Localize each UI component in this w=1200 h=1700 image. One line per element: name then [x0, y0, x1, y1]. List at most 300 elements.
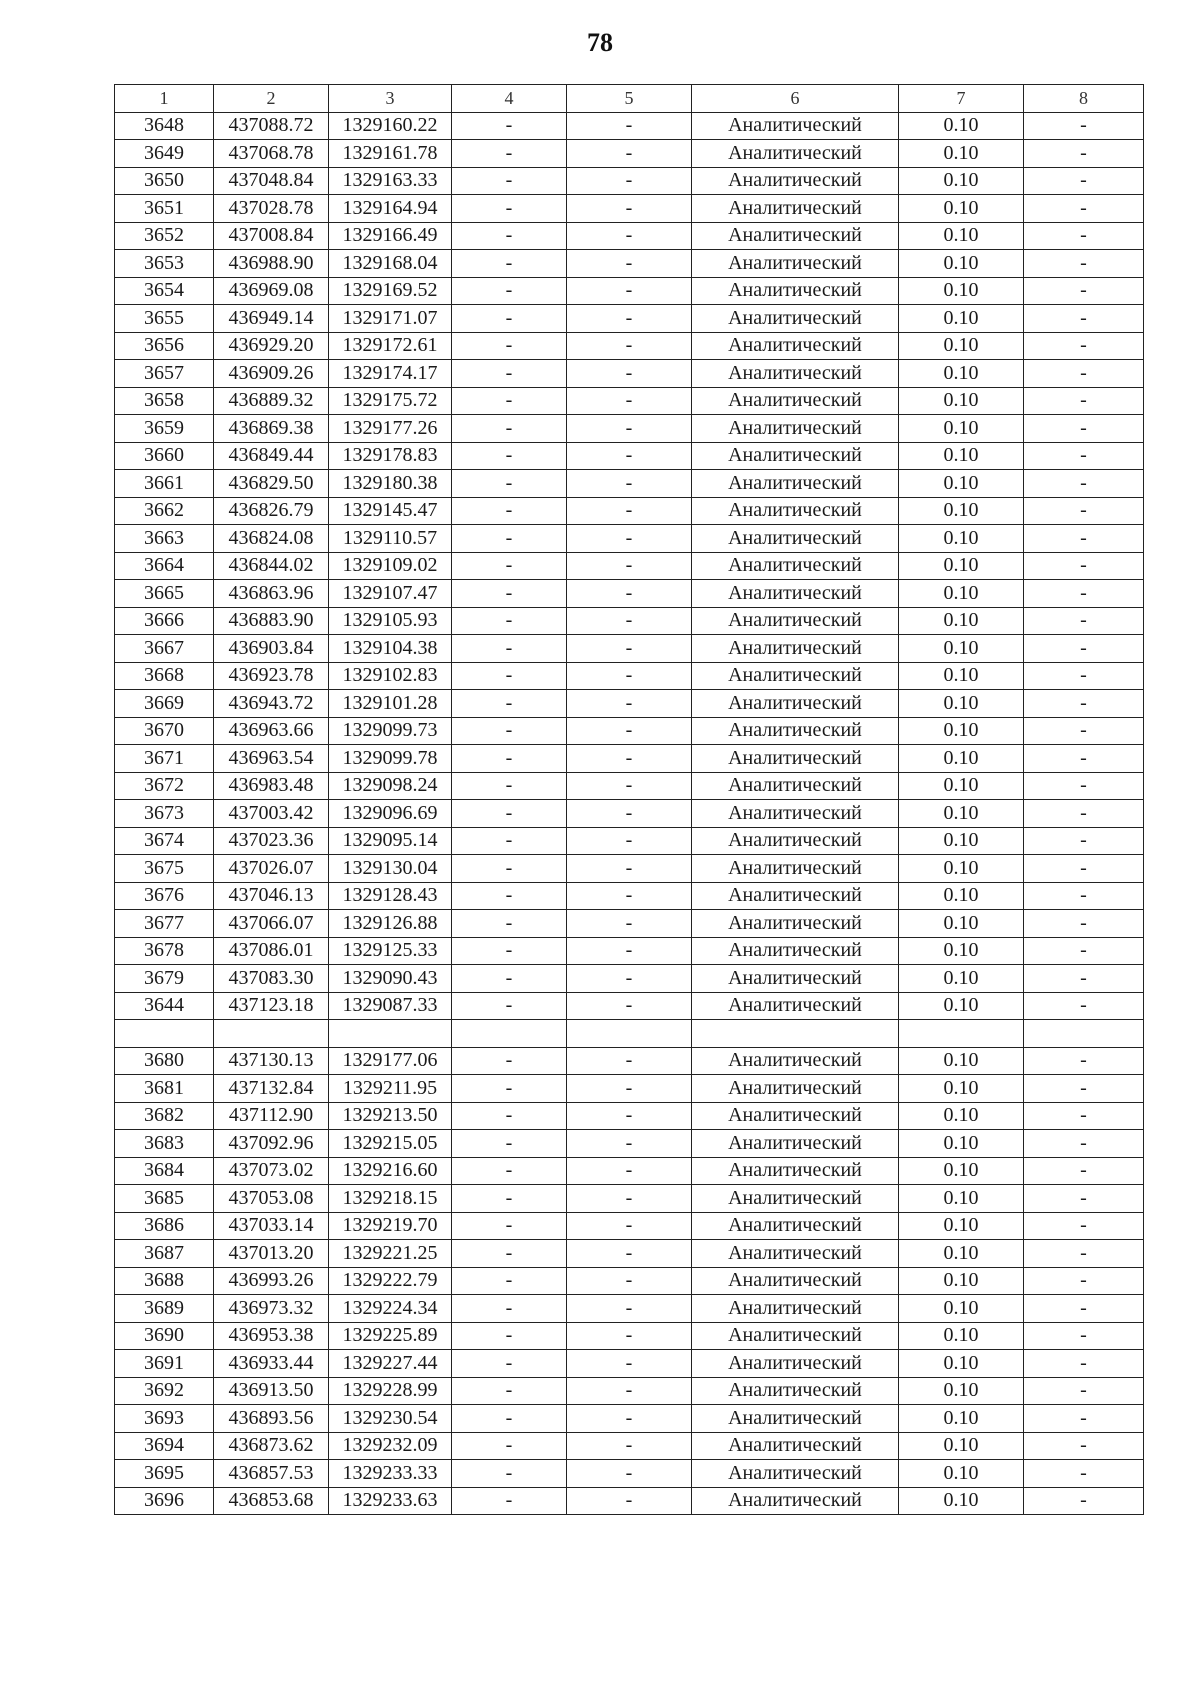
table-row	[115, 1487, 1144, 1515]
table-cell: 3653	[115, 250, 214, 278]
table-cell: -	[452, 1075, 567, 1103]
table-cell: 1329174.17	[329, 360, 452, 388]
table-row	[115, 1267, 1144, 1295]
table-cell: 1329177.06	[329, 1047, 452, 1075]
column-header: 3	[329, 85, 452, 113]
table-cell: 1329099.78	[329, 745, 452, 773]
table-cell: 3696	[115, 1487, 214, 1515]
table-cell: -	[567, 497, 692, 525]
table-cell: -	[567, 662, 692, 690]
table-row	[115, 1185, 1144, 1213]
table-cell: -	[452, 1240, 567, 1268]
table-cell: -	[452, 552, 567, 580]
table-cell: Аналитический	[692, 167, 899, 195]
table-cell: -	[567, 607, 692, 635]
table-row	[115, 167, 1144, 195]
table-cell: 3689	[115, 1295, 214, 1323]
table-cell: 3680	[115, 1047, 214, 1075]
table-cell: 1329098.24	[329, 772, 452, 800]
table-cell: -	[452, 827, 567, 855]
table-row	[115, 222, 1144, 250]
table-cell: 0.10	[899, 745, 1024, 773]
table-cell: -	[1024, 332, 1144, 360]
table-cell: -	[567, 552, 692, 580]
table-cell: -	[452, 1377, 567, 1405]
table-cell: -	[567, 882, 692, 910]
table-cell: Аналитический	[692, 635, 899, 663]
table-cell: Аналитический	[692, 882, 899, 910]
table-cell: -	[1024, 140, 1144, 168]
table-row	[115, 827, 1144, 855]
table-cell: -	[567, 1130, 692, 1158]
table-cell: -	[567, 167, 692, 195]
table-cell: 1329104.38	[329, 635, 452, 663]
table-cell: 1329211.95	[329, 1075, 452, 1103]
column-header: 2	[214, 85, 329, 113]
table-cell: -	[567, 195, 692, 223]
table-cell: -	[567, 525, 692, 553]
table-cell: Аналитический	[692, 222, 899, 250]
table-cell: -	[1024, 1267, 1144, 1295]
table-cell: 3669	[115, 690, 214, 718]
table-cell: -	[567, 855, 692, 883]
table-cell: Аналитический	[692, 662, 899, 690]
table-cell: -	[567, 332, 692, 360]
table-cell: Аналитический	[692, 112, 899, 140]
table-cell: 3684	[115, 1157, 214, 1185]
table-cell: -	[1024, 580, 1144, 608]
table-cell: 1329166.49	[329, 222, 452, 250]
table-cell: Аналитический	[692, 745, 899, 773]
column-header: 6	[692, 85, 899, 113]
table-cell: 1329224.34	[329, 1295, 452, 1323]
table-cell: 436824.08	[214, 525, 329, 553]
table-cell: 436929.20	[214, 332, 329, 360]
table-row	[115, 442, 1144, 470]
table-cell: 0.10	[899, 250, 1024, 278]
table-cell: 437023.36	[214, 827, 329, 855]
table-cell: -	[1024, 745, 1144, 773]
table-cell: -	[567, 1487, 692, 1515]
table-cell: -	[1024, 965, 1144, 993]
table-cell: 436988.90	[214, 250, 329, 278]
table-cell: 3672	[115, 772, 214, 800]
table-cell: -	[567, 827, 692, 855]
table-cell: -	[1024, 1487, 1144, 1515]
table-row	[115, 910, 1144, 938]
table-cell: -	[1024, 497, 1144, 525]
table-cell: 0.10	[899, 1350, 1024, 1378]
table-cell: -	[452, 992, 567, 1020]
table-row	[115, 305, 1144, 333]
table-cell: Аналитический	[692, 195, 899, 223]
table-cell: 437046.13	[214, 882, 329, 910]
table-cell	[214, 1020, 329, 1048]
table-row	[115, 965, 1144, 993]
table-cell: 3650	[115, 167, 214, 195]
table-row	[115, 250, 1144, 278]
table-cell: -	[1024, 1240, 1144, 1268]
table-cell	[329, 1020, 452, 1048]
table-cell: Аналитический	[692, 442, 899, 470]
table-cell: 0.10	[899, 222, 1024, 250]
table-cell: 3658	[115, 387, 214, 415]
table-row	[115, 387, 1144, 415]
table-cell: -	[567, 992, 692, 1020]
table-cell: 0.10	[899, 140, 1024, 168]
table-cell: 3665	[115, 580, 214, 608]
table-cell: -	[567, 277, 692, 305]
table-cell: -	[567, 1240, 692, 1268]
table-cell: 3676	[115, 882, 214, 910]
table-row	[115, 1350, 1144, 1378]
table-row	[115, 937, 1144, 965]
table-row	[115, 1322, 1144, 1350]
table-cell: -	[567, 1405, 692, 1433]
table-cell: Аналитический	[692, 1267, 899, 1295]
table-cell: 436863.96	[214, 580, 329, 608]
table-cell: 1329213.50	[329, 1102, 452, 1130]
table-cell: -	[452, 662, 567, 690]
table-cell: Аналитический	[692, 1295, 899, 1323]
table-cell: 3690	[115, 1322, 214, 1350]
table-cell: -	[567, 1460, 692, 1488]
table-row	[115, 1075, 1144, 1103]
table-cell: 436826.79	[214, 497, 329, 525]
table-cell: 3687	[115, 1240, 214, 1268]
table-cell: 0.10	[899, 360, 1024, 388]
table-cell: -	[1024, 250, 1144, 278]
table-cell: 3671	[115, 745, 214, 773]
table-cell: 0.10	[899, 1432, 1024, 1460]
table-cell: 1329216.60	[329, 1157, 452, 1185]
table-cell: 0.10	[899, 195, 1024, 223]
table-cell: 1329233.63	[329, 1487, 452, 1515]
table-cell: 0.10	[899, 1377, 1024, 1405]
table-row	[115, 1295, 1144, 1323]
table-cell: -	[1024, 772, 1144, 800]
table-cell: 1329105.93	[329, 607, 452, 635]
table-row	[115, 360, 1144, 388]
table-cell: 437130.13	[214, 1047, 329, 1075]
table-cell: 436869.38	[214, 415, 329, 443]
table-cell: -	[567, 305, 692, 333]
table-cell: 436903.84	[214, 635, 329, 663]
table-row	[115, 1212, 1144, 1240]
table-row	[115, 415, 1144, 443]
table-cell: 1329099.73	[329, 717, 452, 745]
table-cell: 0.10	[899, 1322, 1024, 1350]
table-cell	[115, 1020, 214, 1048]
table-cell: 0.10	[899, 1130, 1024, 1158]
table-cell: -	[1024, 112, 1144, 140]
table-cell: 437112.90	[214, 1102, 329, 1130]
table-cell: 437026.07	[214, 855, 329, 883]
table-cell: -	[567, 442, 692, 470]
table-cell	[1024, 1020, 1144, 1048]
table-cell: 436857.53	[214, 1460, 329, 1488]
table-cell: -	[567, 745, 692, 773]
table-row	[115, 277, 1144, 305]
table-cell: 1329177.26	[329, 415, 452, 443]
table-cell: -	[452, 937, 567, 965]
table-cell: -	[1024, 800, 1144, 828]
table-cell: 436893.56	[214, 1405, 329, 1433]
table-cell: 3664	[115, 552, 214, 580]
table-cell: 0.10	[899, 1102, 1024, 1130]
table-cell: 0.10	[899, 1405, 1024, 1433]
table-cell: 3685	[115, 1185, 214, 1213]
table-cell: -	[1024, 1075, 1144, 1103]
table-cell: 0.10	[899, 387, 1024, 415]
table-cell: 1329233.33	[329, 1460, 452, 1488]
table-cell: 1329180.38	[329, 470, 452, 498]
table-cell: 1329164.94	[329, 195, 452, 223]
table-cell: 437066.07	[214, 910, 329, 938]
table-cell: -	[567, 1295, 692, 1323]
table-cell: 437003.42	[214, 800, 329, 828]
table-cell: -	[1024, 607, 1144, 635]
table-cell: 3670	[115, 717, 214, 745]
table-cell: -	[1024, 1460, 1144, 1488]
table-cell: Аналитический	[692, 1240, 899, 1268]
table-cell: 437008.84	[214, 222, 329, 250]
table-cell: -	[452, 332, 567, 360]
table-cell: -	[1024, 937, 1144, 965]
table-cell: 3651	[115, 195, 214, 223]
table-row	[115, 552, 1144, 580]
table-cell: 1329168.04	[329, 250, 452, 278]
table-cell: -	[567, 1157, 692, 1185]
table-cell: -	[452, 690, 567, 718]
table-cell: -	[567, 635, 692, 663]
table-cell: 3663	[115, 525, 214, 553]
table-cell: -	[452, 717, 567, 745]
table-body	[115, 112, 1144, 1515]
table-cell: -	[1024, 855, 1144, 883]
table-cell: -	[1024, 1322, 1144, 1350]
table-cell: -	[452, 800, 567, 828]
table-row	[115, 140, 1144, 168]
table-cell: 1329101.28	[329, 690, 452, 718]
table-cell: Аналитический	[692, 690, 899, 718]
table-cell: 0.10	[899, 717, 1024, 745]
table-cell: 3688	[115, 1267, 214, 1295]
table-row	[115, 1377, 1144, 1405]
table-cell: 1329232.09	[329, 1432, 452, 1460]
table-cell: -	[452, 1267, 567, 1295]
table-header-row	[115, 85, 1144, 113]
table-cell: 0.10	[899, 1240, 1024, 1268]
table-cell: Аналитический	[692, 415, 899, 443]
table-cell: 1329225.89	[329, 1322, 452, 1350]
table-cell: 3657	[115, 360, 214, 388]
table-cell: -	[1024, 470, 1144, 498]
table-cell: 3675	[115, 855, 214, 883]
table-cell: -	[567, 415, 692, 443]
table-cell: 436909.26	[214, 360, 329, 388]
table-cell: -	[1024, 635, 1144, 663]
table-cell: Аналитический	[692, 965, 899, 993]
table-row	[115, 525, 1144, 553]
table-cell: 1329130.04	[329, 855, 452, 883]
table-cell: -	[567, 360, 692, 388]
table-cell: Аналитический	[692, 250, 899, 278]
table-row	[115, 470, 1144, 498]
table-cell: -	[452, 415, 567, 443]
table-cell: 436913.50	[214, 1377, 329, 1405]
table-row	[115, 112, 1144, 140]
table-cell: -	[452, 607, 567, 635]
table-cell: -	[1024, 827, 1144, 855]
table-cell: -	[452, 1047, 567, 1075]
table-cell: Аналитический	[692, 1102, 899, 1130]
table-cell: 436969.08	[214, 277, 329, 305]
table-cell: -	[567, 1102, 692, 1130]
table-row	[115, 882, 1144, 910]
table-cell: 0.10	[899, 525, 1024, 553]
table-cell: -	[567, 222, 692, 250]
table-cell: Аналитический	[692, 1432, 899, 1460]
table-cell: -	[1024, 1185, 1144, 1213]
table-cell: -	[567, 690, 692, 718]
table-cell	[567, 1020, 692, 1048]
table-row	[115, 690, 1144, 718]
table-cell: 0.10	[899, 965, 1024, 993]
table-row	[115, 772, 1144, 800]
table-cell: -	[452, 1487, 567, 1515]
table-row	[115, 607, 1144, 635]
table-row	[115, 745, 1144, 773]
table-cell: 436889.32	[214, 387, 329, 415]
table-row	[115, 195, 1144, 223]
table-cell: Аналитический	[692, 855, 899, 883]
table-cell	[452, 1020, 567, 1048]
table-cell: 436923.78	[214, 662, 329, 690]
coordinates-table	[114, 84, 1144, 1515]
table-cell: 0.10	[899, 305, 1024, 333]
table-cell: 1329221.25	[329, 1240, 452, 1268]
table-cell: -	[452, 1212, 567, 1240]
table-cell: -	[567, 1075, 692, 1103]
table-cell: 0.10	[899, 1185, 1024, 1213]
table-cell: -	[452, 1102, 567, 1130]
table-cell: -	[1024, 1047, 1144, 1075]
table-cell: Аналитический	[692, 1350, 899, 1378]
table-cell: Аналитический	[692, 1157, 899, 1185]
table-cell: 436933.44	[214, 1350, 329, 1378]
table-row	[115, 1460, 1144, 1488]
table-cell: 3659	[115, 415, 214, 443]
table-cell: 1329222.79	[329, 1267, 452, 1295]
table-cell: 437088.72	[214, 112, 329, 140]
table-cell: -	[567, 1322, 692, 1350]
table-cell: 3679	[115, 965, 214, 993]
table-cell: 436853.68	[214, 1487, 329, 1515]
table-cell: -	[452, 772, 567, 800]
table-cell: 1329160.22	[329, 112, 452, 140]
table-cell: Аналитический	[692, 470, 899, 498]
table-cell: -	[1024, 1102, 1144, 1130]
table-cell: -	[452, 1157, 567, 1185]
table-cell: 0.10	[899, 332, 1024, 360]
table-cell: 1329096.69	[329, 800, 452, 828]
table-cell: 1329171.07	[329, 305, 452, 333]
table-cell: -	[452, 910, 567, 938]
table-cell: Аналитический	[692, 1047, 899, 1075]
table-cell: 3682	[115, 1102, 214, 1130]
table-cell: 437068.78	[214, 140, 329, 168]
table-cell: -	[1024, 882, 1144, 910]
table-cell: -	[452, 1185, 567, 1213]
table-cell: -	[452, 250, 567, 278]
table-cell: 1329172.61	[329, 332, 452, 360]
table-row	[115, 1405, 1144, 1433]
table-cell: -	[1024, 1350, 1144, 1378]
table-cell: -	[567, 772, 692, 800]
table-cell: 3691	[115, 1350, 214, 1378]
table-cell: -	[1024, 1377, 1144, 1405]
table-cell: -	[452, 882, 567, 910]
table-cell: 1329178.83	[329, 442, 452, 470]
table-cell: Аналитический	[692, 525, 899, 553]
table-cell: 437086.01	[214, 937, 329, 965]
table-cell: -	[452, 745, 567, 773]
table-cell: -	[452, 140, 567, 168]
table-cell: 3693	[115, 1405, 214, 1433]
table-cell: 437013.20	[214, 1240, 329, 1268]
table-cell: -	[567, 1267, 692, 1295]
table-cell: 3654	[115, 277, 214, 305]
table-cell: 0.10	[899, 910, 1024, 938]
table-row	[115, 992, 1144, 1020]
table-cell: -	[452, 635, 567, 663]
table-cell: Аналитический	[692, 992, 899, 1020]
table-cell: -	[567, 910, 692, 938]
table-cell: 0.10	[899, 112, 1024, 140]
table-cell: 3683	[115, 1130, 214, 1158]
table-cell: -	[567, 112, 692, 140]
table-cell: 437132.84	[214, 1075, 329, 1103]
table-cell: 0.10	[899, 442, 1024, 470]
column-header: 1	[115, 85, 214, 113]
table-cell: -	[452, 497, 567, 525]
table-cell: 0.10	[899, 552, 1024, 580]
table-cell: 0.10	[899, 167, 1024, 195]
table-cell: -	[452, 167, 567, 195]
table-cell: 0.10	[899, 1460, 1024, 1488]
table-cell: 0.10	[899, 992, 1024, 1020]
table-cell: -	[1024, 910, 1144, 938]
table-cell: 436983.48	[214, 772, 329, 800]
table-cell: 3666	[115, 607, 214, 635]
table-cell: -	[567, 250, 692, 278]
table-cell: 1329215.05	[329, 1130, 452, 1158]
table-cell: -	[1024, 305, 1144, 333]
table-cell: 437092.96	[214, 1130, 329, 1158]
table-cell: Аналитический	[692, 360, 899, 388]
table-cell: 1329161.78	[329, 140, 452, 168]
table-cell: -	[567, 1047, 692, 1075]
table-cell: -	[452, 525, 567, 553]
table-cell: 0.10	[899, 827, 1024, 855]
table-cell: 437048.84	[214, 167, 329, 195]
table-cell: -	[1024, 222, 1144, 250]
table-cell: 0.10	[899, 1075, 1024, 1103]
table-cell: 436953.38	[214, 1322, 329, 1350]
table-cell: 1329227.44	[329, 1350, 452, 1378]
table-row	[115, 580, 1144, 608]
